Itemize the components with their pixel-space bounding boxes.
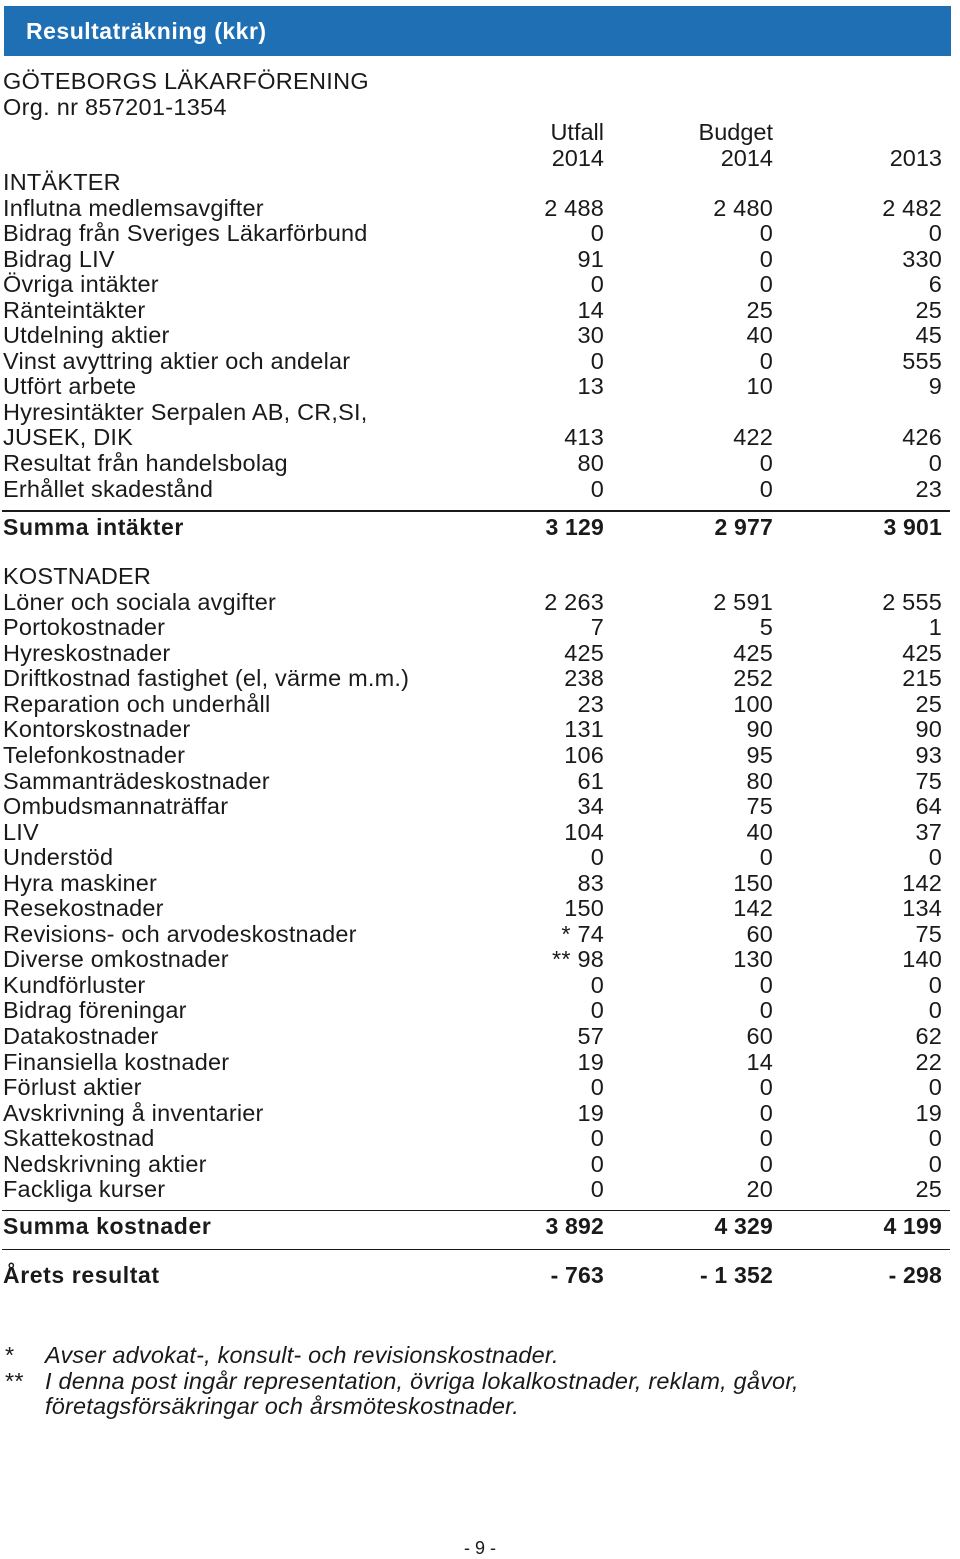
value-utfall-2014: 19 bbox=[577, 1048, 604, 1075]
value-2013: 0 bbox=[928, 220, 942, 247]
value-budget-2014: 0 bbox=[759, 347, 773, 374]
value-budget-2014: 0 bbox=[759, 1074, 773, 1101]
value-2013: 1 bbox=[928, 614, 942, 641]
value-2013: 0 bbox=[928, 971, 942, 998]
value-utfall-2014: ** 98 bbox=[552, 946, 604, 973]
section-heading-intakter bbox=[0, 170, 960, 196]
footnote-text: företagsförsäkringar och årsmöteskostnader. bbox=[45, 1393, 520, 1419]
table-row bbox=[0, 1101, 960, 1127]
value-budget-2014: 142 bbox=[733, 895, 773, 922]
row-label: Förlust aktier bbox=[3, 1074, 142, 1101]
value-budget-2014: 25 bbox=[746, 296, 773, 323]
row-label: Kundförluster bbox=[3, 971, 146, 998]
divider-line bbox=[2, 1210, 950, 1212]
value-utfall-2014: - 763 bbox=[550, 1262, 604, 1289]
value-2013: 0 bbox=[928, 1074, 942, 1101]
value-2013: 0 bbox=[928, 1125, 942, 1152]
table-row bbox=[0, 1075, 960, 1101]
row-label: Skattekostnad bbox=[3, 1125, 155, 1152]
value-budget-2014: 130 bbox=[733, 946, 773, 973]
table-row bbox=[0, 477, 960, 503]
value-2013: 75 bbox=[915, 920, 942, 947]
table-row bbox=[0, 323, 960, 349]
value-budget-2014: 40 bbox=[746, 818, 773, 845]
table-row bbox=[0, 1126, 960, 1152]
footnote-text: I denna post ingår representation, övriga lokalkostnader, reklam, gåvor, bbox=[45, 1367, 799, 1394]
value-2013: 0 bbox=[928, 997, 942, 1024]
footnote-mark: ** bbox=[5, 1367, 24, 1394]
value-utfall-2014: 14 bbox=[577, 296, 604, 323]
column-header-budget: Budget bbox=[698, 119, 773, 145]
value-utfall-2014: 0 bbox=[590, 971, 604, 998]
result-row bbox=[0, 1263, 960, 1289]
table-row bbox=[0, 820, 960, 846]
value-budget-2014: 5 bbox=[759, 614, 773, 641]
column-header-prior-year: 2013 bbox=[889, 145, 942, 171]
value-2013: 93 bbox=[915, 741, 942, 768]
value-utfall-2014: 0 bbox=[590, 997, 604, 1024]
value-utfall-2014: 0 bbox=[590, 1150, 604, 1177]
table-row bbox=[0, 451, 960, 477]
row-label: Löner och sociala avgifter bbox=[3, 588, 276, 615]
table-row bbox=[0, 1177, 960, 1203]
value-budget-2014: 0 bbox=[759, 475, 773, 502]
row-label: Influtna medlemsavgifter bbox=[3, 194, 264, 221]
table-row bbox=[0, 896, 960, 922]
value-utfall-2014: 3 129 bbox=[545, 513, 604, 540]
value-utfall-2014: 2 488 bbox=[544, 194, 604, 221]
value-utfall-2014: 3 892 bbox=[545, 1213, 604, 1240]
row-label: Bidrag LIV bbox=[3, 245, 115, 272]
row-label: Resekostnader bbox=[3, 895, 164, 922]
value-utfall-2014: 83 bbox=[577, 869, 604, 896]
value-budget-2014: 90 bbox=[746, 716, 773, 743]
value-2013: 330 bbox=[902, 245, 942, 272]
value-utfall-2014: 7 bbox=[590, 614, 604, 641]
table-row bbox=[0, 272, 960, 298]
row-label: Reparation och underhåll bbox=[3, 690, 271, 717]
table-row bbox=[0, 666, 960, 692]
value-utfall-2014: 13 bbox=[577, 373, 604, 400]
row-label: JUSEK, DIK bbox=[3, 424, 133, 451]
table-row bbox=[0, 400, 960, 426]
value-2013: 134 bbox=[902, 895, 942, 922]
section-heading-label: INTÄKTER bbox=[3, 169, 121, 195]
table-row bbox=[0, 973, 960, 999]
value-2013: 2 482 bbox=[882, 194, 942, 221]
value-utfall-2014: 34 bbox=[577, 793, 604, 820]
value-budget-2014: - 1 352 bbox=[699, 1262, 773, 1289]
value-budget-2014: 2 591 bbox=[713, 588, 773, 615]
row-label: Bidrag från Sveriges Läkarförbund bbox=[3, 220, 368, 247]
table-row bbox=[0, 871, 960, 897]
value-2013: 64 bbox=[915, 793, 942, 820]
table-row bbox=[0, 922, 960, 948]
value-2013: 4 199 bbox=[883, 1213, 942, 1240]
value-2013: 142 bbox=[902, 869, 942, 896]
row-label: Utdelning aktier bbox=[3, 322, 170, 349]
table-row bbox=[0, 1050, 960, 1076]
page-number: - 9 - bbox=[463, 1538, 496, 1558]
row-label: Finansiella kostnader bbox=[3, 1048, 230, 1075]
row-label: Kontorskostnader bbox=[3, 716, 191, 743]
row-label: Portokostnader bbox=[3, 614, 166, 641]
value-2013: 140 bbox=[902, 946, 942, 973]
value-utfall-2014: 0 bbox=[590, 1074, 604, 1101]
organization-name: GÖTEBORGS LÄKARFÖRENING bbox=[3, 68, 369, 94]
value-budget-2014: 75 bbox=[746, 793, 773, 820]
value-utfall-2014: 238 bbox=[564, 665, 604, 692]
value-utfall-2014: 106 bbox=[564, 741, 604, 768]
row-label: Hyresintäkter Serpalen AB, CR,SI, bbox=[3, 398, 368, 425]
value-utfall-2014: 0 bbox=[590, 844, 604, 871]
value-utfall-2014: 150 bbox=[564, 895, 604, 922]
row-label: Fackliga kurser bbox=[3, 1176, 166, 1203]
row-label: Bidrag föreningar bbox=[3, 997, 187, 1024]
value-2013: 23 bbox=[915, 475, 942, 502]
value-budget-2014: 20 bbox=[746, 1176, 773, 1203]
value-utfall-2014: 104 bbox=[564, 818, 604, 845]
table-row bbox=[0, 221, 960, 247]
value-utfall-2014: 425 bbox=[564, 639, 604, 666]
value-budget-2014: 0 bbox=[759, 1150, 773, 1177]
organization-number: Org. nr 857201-1354 bbox=[3, 94, 227, 120]
value-2013: 22 bbox=[915, 1048, 942, 1075]
summary-row-intakter bbox=[0, 515, 960, 541]
value-budget-2014: 425 bbox=[733, 639, 773, 666]
value-utfall-2014: 80 bbox=[577, 450, 604, 477]
value-2013: 215 bbox=[902, 665, 942, 692]
table-row bbox=[0, 349, 960, 375]
value-budget-2014: 0 bbox=[759, 1125, 773, 1152]
table-row bbox=[0, 641, 960, 667]
value-2013: 90 bbox=[915, 716, 942, 743]
value-2013: 19 bbox=[915, 1099, 942, 1126]
table-row bbox=[0, 615, 960, 641]
value-2013: 25 bbox=[915, 1176, 942, 1203]
value-budget-2014: 80 bbox=[746, 767, 773, 794]
row-label: Ombudsmannaträffar bbox=[3, 793, 229, 820]
value-utfall-2014: 413 bbox=[564, 424, 604, 451]
value-utfall-2014: 57 bbox=[577, 1023, 604, 1049]
income-statement-table bbox=[0, 170, 960, 1289]
table-row bbox=[0, 845, 960, 871]
table-row bbox=[0, 247, 960, 273]
divider-line bbox=[2, 510, 950, 512]
table-row bbox=[0, 298, 960, 324]
value-utfall-2014: 131 bbox=[564, 716, 604, 743]
row-label: Övriga intäkter bbox=[3, 271, 159, 298]
value-budget-2014: 0 bbox=[759, 271, 773, 298]
row-label: Sammanträdeskostnader bbox=[3, 767, 270, 794]
value-2013: 25 bbox=[915, 690, 942, 717]
section-header bbox=[4, 6, 951, 56]
value-budget-2014: 150 bbox=[733, 869, 773, 896]
value-budget-2014: 4 329 bbox=[714, 1213, 773, 1240]
value-2013: 62 bbox=[915, 1023, 942, 1049]
value-budget-2014: 0 bbox=[759, 997, 773, 1024]
row-label: Resultat från handelsbolag bbox=[3, 450, 288, 477]
section-title: Resultaträkning (kkr) bbox=[26, 17, 267, 44]
row-label: Utfört arbete bbox=[3, 373, 137, 400]
value-2013: 0 bbox=[928, 1150, 942, 1177]
value-2013: 37 bbox=[915, 818, 942, 845]
value-2013: 9 bbox=[928, 373, 942, 400]
row-label: Datakostnader bbox=[3, 1023, 159, 1049]
value-budget-2014: 422 bbox=[733, 424, 773, 451]
table-row bbox=[0, 743, 960, 769]
table-row bbox=[0, 794, 960, 820]
value-budget-2014: 100 bbox=[733, 690, 773, 717]
table-row bbox=[0, 374, 960, 400]
row-label: Nedskrivning aktier bbox=[3, 1150, 207, 1177]
divider-line bbox=[2, 1249, 950, 1251]
value-budget-2014: 14 bbox=[746, 1048, 773, 1075]
value-budget-2014: 0 bbox=[759, 220, 773, 247]
value-budget-2014: 95 bbox=[746, 741, 773, 768]
value-budget-2014: 0 bbox=[759, 971, 773, 998]
value-utfall-2014: 23 bbox=[577, 690, 604, 717]
value-2013: - 298 bbox=[888, 1262, 942, 1289]
table-row bbox=[0, 947, 960, 973]
value-2013: 75 bbox=[915, 767, 942, 794]
table-row bbox=[0, 196, 960, 222]
value-budget-2014: 252 bbox=[733, 665, 773, 692]
row-label: Hyreskostnader bbox=[3, 639, 171, 666]
value-utfall-2014: 30 bbox=[577, 322, 604, 349]
footnote-mark: * bbox=[5, 1342, 15, 1368]
row-label: Telefonkostnader bbox=[3, 741, 186, 768]
value-utfall-2014: 0 bbox=[590, 475, 604, 502]
table-row bbox=[0, 769, 960, 795]
row-label: LIV bbox=[3, 818, 39, 845]
table-row bbox=[0, 425, 960, 451]
row-label: Erhållet skadestånd bbox=[3, 475, 214, 502]
row-label: Ränteintäkter bbox=[3, 296, 146, 323]
value-budget-2014: 10 bbox=[746, 373, 773, 400]
row-label: Understöd bbox=[3, 844, 114, 871]
row-label: Avskrivning å inventarier bbox=[3, 1099, 264, 1126]
row-label: Hyra maskiner bbox=[3, 869, 158, 896]
row-label: Diverse omkostnader bbox=[3, 946, 229, 973]
value-2013: 555 bbox=[902, 347, 942, 374]
value-2013: 0 bbox=[928, 844, 942, 871]
value-budget-2014: 2 977 bbox=[714, 513, 773, 540]
section-heading-kostnader bbox=[0, 564, 960, 590]
value-2013: 425 bbox=[902, 639, 942, 666]
value-budget-2014: 60 bbox=[746, 920, 773, 947]
column-header-utfall: Utfall bbox=[550, 119, 604, 145]
value-2013: 2 555 bbox=[882, 588, 942, 615]
value-budget-2014: 60 bbox=[746, 1023, 773, 1049]
value-budget-2014: 0 bbox=[759, 450, 773, 477]
value-utfall-2014: 0 bbox=[590, 220, 604, 247]
summary-row-kostnader bbox=[0, 1214, 960, 1240]
table-row bbox=[0, 717, 960, 743]
value-2013: 3 901 bbox=[883, 513, 942, 540]
value-utfall-2014: 91 bbox=[577, 245, 604, 272]
footnote-text: Avser advokat-, konsult- och revisionskostnader. bbox=[45, 1342, 559, 1368]
table-row bbox=[0, 692, 960, 718]
value-budget-2014: 2 480 bbox=[713, 194, 773, 221]
value-budget-2014: 0 bbox=[759, 245, 773, 272]
row-label: Årets resultat bbox=[3, 1262, 160, 1289]
value-utfall-2014: 0 bbox=[590, 1176, 604, 1203]
value-budget-2014: 0 bbox=[759, 844, 773, 871]
section-heading-label: KOSTNADER bbox=[3, 563, 152, 590]
column-header-budget-year: 2014 bbox=[720, 145, 773, 171]
value-budget-2014: 0 bbox=[759, 1099, 773, 1126]
row-label: Vinst avyttring aktier och andelar bbox=[3, 347, 351, 374]
value-utfall-2014: * 74 bbox=[561, 920, 604, 947]
row-label: Driftkostnad fastighet (el, värme m.m.) bbox=[3, 665, 410, 692]
row-label: Summa intäkter bbox=[3, 513, 184, 540]
value-2013: 426 bbox=[902, 424, 942, 451]
value-utfall-2014: 0 bbox=[590, 271, 604, 298]
table-row bbox=[0, 1024, 960, 1050]
row-label: Revisions- och arvodeskostnader bbox=[3, 920, 357, 947]
value-utfall-2014: 19 bbox=[577, 1099, 604, 1126]
value-utfall-2014: 0 bbox=[590, 1125, 604, 1152]
row-label: Summa kostnader bbox=[3, 1213, 212, 1240]
table-row bbox=[0, 1152, 960, 1178]
column-header-utfall-year: 2014 bbox=[551, 145, 604, 171]
table-row bbox=[0, 590, 960, 616]
value-2013: 45 bbox=[915, 322, 942, 349]
value-utfall-2014: 2 263 bbox=[544, 588, 604, 615]
value-utfall-2014: 0 bbox=[590, 347, 604, 374]
value-budget-2014: 40 bbox=[746, 322, 773, 349]
value-2013: 0 bbox=[928, 450, 942, 477]
value-2013: 6 bbox=[928, 271, 942, 298]
value-utfall-2014: 61 bbox=[577, 767, 604, 794]
table-row bbox=[0, 998, 960, 1024]
value-2013: 25 bbox=[915, 296, 942, 323]
